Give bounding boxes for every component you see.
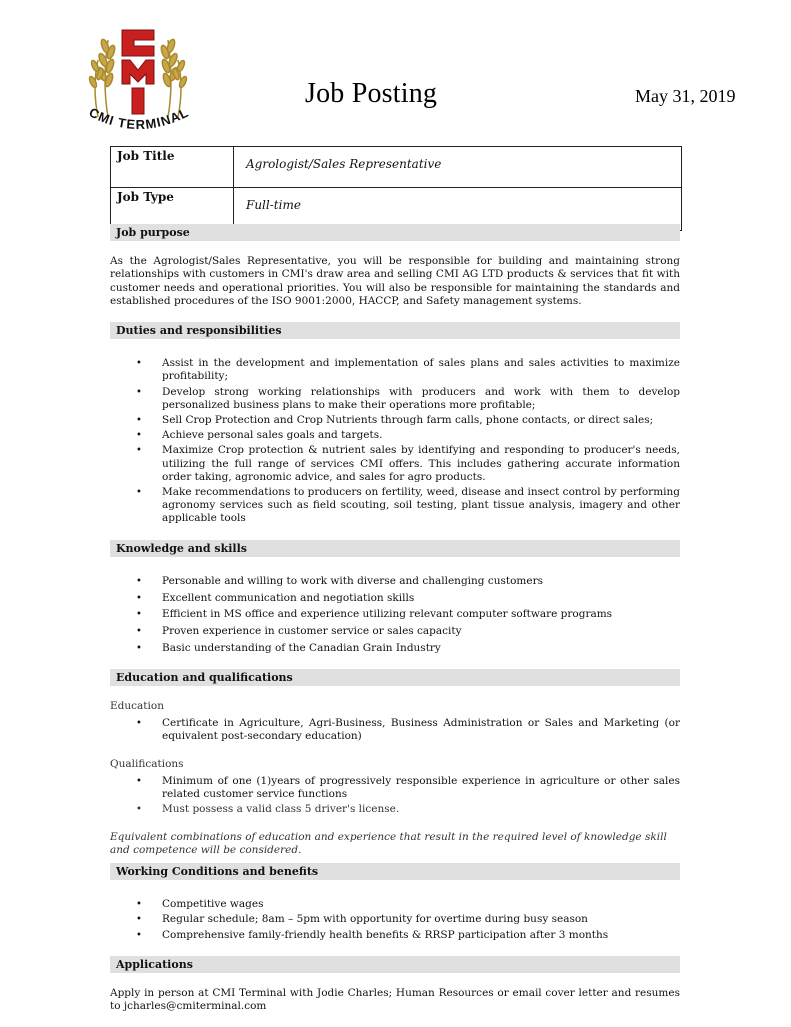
- list-item: • Certificate in Agriculture, Agri-Business, Business Administration or Sales and Marketing (or equivalent post-secondary education): [162, 717, 680, 743]
- list-item: • Must possess a valid class 5 driver's license.: [162, 803, 680, 816]
- list-item: • Maximize Crop protection & nutrient sales by identifying and responding to producer's needs, utilizing the full range of services CMI offers. This includes gathering accurate information order taking, agronomic advice, and sales for agro products.: [162, 444, 680, 484]
- posting-date: May 31, 2019: [635, 86, 736, 106]
- section-heading-duties: Duties and responsibilities: [110, 322, 680, 339]
- list-item: • Regular schedule; 8am – 5pm with opportunity for overtime during busy season: [162, 913, 680, 926]
- duties-list: [110, 357, 680, 525]
- table-row: [111, 147, 682, 188]
- list-item: • Personable and willing to work with diverse and challenging customers: [162, 575, 680, 588]
- education-label: Education: [110, 700, 164, 713]
- purpose-text: As the Agrologist/Sales Representative, you will be responsible for building and maintaining strong relationships with customers in CMI's draw area and selling CMI AG LTD products & services that fit with customer needs and operational priorities. You will also be responsible for maintaining the standards and established procedures of the ISO 9001:2000, HACCP, and Safety management systems.: [110, 255, 680, 307]
- cmi-terminal-logo: [78, 22, 198, 140]
- page-title: Job Posting: [305, 78, 438, 109]
- job-title-label: Job Title: [111, 147, 234, 188]
- applications-text: Apply in person at CMI Terminal with Jodie Charles; Human Resources or email cover letter and resumes to jcharles@cmiterminal.com: [110, 986, 680, 1013]
- list-item: • Develop strong working relationships with producers and work with them to develop personalized business plans to make their operations more profitable;: [162, 386, 680, 412]
- list-item: • Comprehensive family-friendly health benefits & RRSP participation after 3 months: [162, 929, 680, 942]
- list-item: • Excellent communication and negotiation skills: [162, 592, 680, 605]
- qualifications-list: [110, 775, 680, 817]
- logo-graphic: [78, 22, 198, 140]
- list-item: • Make recommendations to producers on fertility, weed, disease and insect control by performing agronomy services such as field scouting, soil testing, plant tissue analysis, imagery and other applicable tools: [162, 486, 680, 526]
- qualifications-label: Qualifications: [110, 757, 184, 770]
- section-heading-knowledge: Knowledge and skills: [110, 540, 680, 557]
- knowledge-list: [110, 575, 680, 655]
- list-item: • Minimum of one (1)years of progressively responsible experience in agriculture or other sales related customer service functions: [162, 775, 680, 801]
- job-info-table: [110, 146, 682, 231]
- list-item: • Assist in the development and implementation of sales plans and sales activities to maximize profitability;: [162, 357, 680, 383]
- section-heading-applications: Applications: [110, 956, 680, 973]
- job-type-value: Full-time: [234, 188, 682, 231]
- list-item: • Achieve personal sales goals and targets.: [162, 429, 680, 442]
- posting-content: [110, 224, 680, 1027]
- list-item: • Sell Crop Protection and Crop Nutrients through farm calls, phone contacts, or direct sales;: [162, 414, 680, 427]
- list-item: • Efficient in MS office and experience utilizing relevant computer software programs: [162, 608, 680, 621]
- list-item: • Proven experience in customer service or sales capacity: [162, 625, 680, 638]
- section-heading-purpose: Job purpose: [110, 224, 680, 241]
- logo-text: CMI TERMINAL: [86, 104, 192, 133]
- working-list: [110, 898, 680, 942]
- section-heading-working: Working Conditions and benefits: [110, 863, 680, 880]
- list-item: • Basic understanding of the Canadian Grain Industry: [162, 642, 680, 655]
- equivalency-note: Equivalent combinations of education and experience that result in the required level of knowledge skill and competence will be considered.: [110, 830, 667, 856]
- job-type-label: Job Type: [111, 188, 234, 231]
- list-item: • Competitive wages: [162, 898, 680, 911]
- job-title-value: Agrologist/Sales Representative: [234, 147, 682, 188]
- education-list: [110, 717, 680, 743]
- section-heading-education: Education and qualifications: [110, 669, 680, 686]
